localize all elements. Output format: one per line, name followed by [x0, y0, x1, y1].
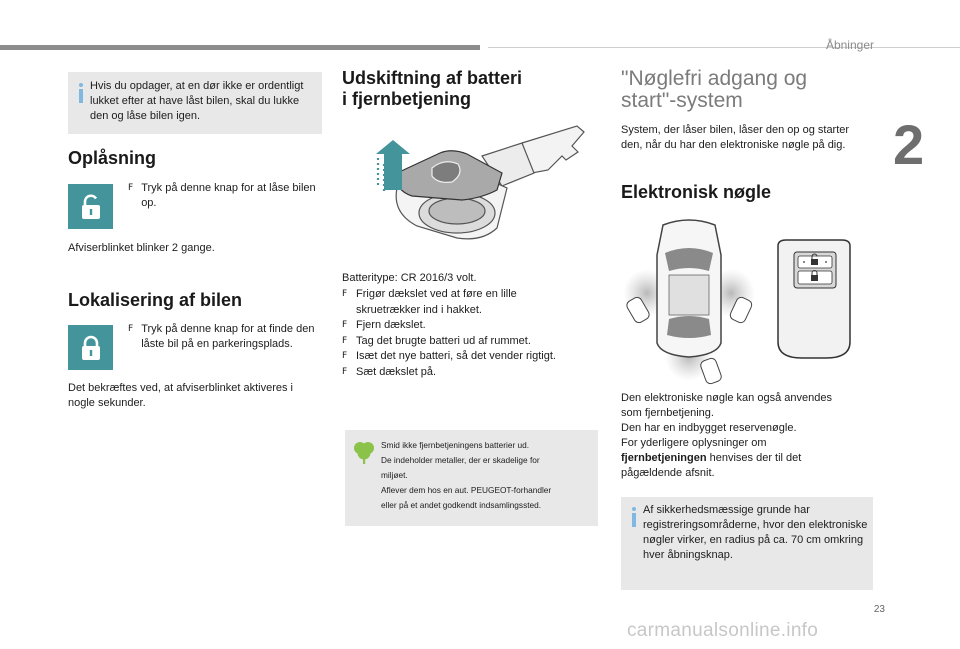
eco-line: De indeholder metaller, der er skadelige for [381, 455, 540, 465]
locate-result-text: Det bekræftes ved, at afviserblinket aktiveres i nogle sekunder. [68, 382, 293, 409]
key-para-line: som fjernbetjening. [621, 407, 714, 419]
step-item [342, 334, 582, 350]
eco-line: Aflever dem hos en aut. PEUGEOT-forhandler [381, 485, 552, 495]
key-para-line: Den har en indbygget reservenøgle. [621, 422, 797, 434]
electronic-key-text [621, 391, 876, 481]
security-note-text: Af sikkerhedsmæssige grunde har registreringsområderne, hvor den elektroniske nøgler virker, en radius på ca. 70 cm omkring hver åbningsknap. [643, 504, 868, 561]
watermark: carmanualsonline.info [627, 620, 819, 641]
info-note-security [621, 497, 873, 590]
bullet-arrow: F [342, 320, 348, 330]
remote-link-text: fjernbetjeningen [621, 452, 707, 464]
info-icon [632, 507, 636, 527]
info-note-text: Hvis du opdager, at en dør ikke er ordentligt lukket efter at have låst bilen, skal du lukke den og låse bilen igen. [90, 80, 304, 122]
unlock-instruction [128, 181, 318, 211]
unlock-instruction-text: Tryk på denne knap for at låse bilen op. [141, 182, 316, 209]
eco-note [345, 430, 598, 526]
bullet-arrow: F [342, 351, 348, 361]
car-detection-zones-illustration [625, 215, 755, 385]
step-text: Frigør dækslet ved at føre en lille skruetrækker ind i hakket. [356, 288, 517, 316]
key-para-line: For yderligere oplysninger om [621, 437, 767, 449]
bullet-arrow: F [128, 324, 134, 334]
step-text: Sæt dækslet på. [356, 365, 437, 378]
electronic-key-illustration [774, 238, 854, 360]
bullet-arrow: F [128, 183, 134, 193]
eco-line: Smid ikke fjernbetjeningens batterier ud. [381, 440, 530, 450]
header-rule [0, 45, 480, 50]
step-item [342, 349, 582, 365]
battery-steps [342, 287, 582, 380]
unlock-heading: Oplåsning [68, 148, 157, 168]
bullet-arrow: F [342, 335, 348, 346]
step-text: Tag det brugte batteri ud af rummet. [356, 334, 531, 347]
locate-heading: Lokalisering af bilen [68, 290, 243, 310]
header-rule-thin [488, 47, 960, 48]
step-item [342, 318, 582, 334]
key-para-line: Den elektroniske nøgle kan også anvendes [621, 392, 832, 404]
battery-heading-line1: Udskiftning af batteri [342, 68, 523, 88]
locate-instruction-text: Tryk på denne knap for at finde den låste bil på en parkeringsplads. [141, 323, 315, 350]
keyless-title-line1: "Nøglefri adgang og [621, 67, 808, 90]
section-title: Åbninger [825, 38, 874, 52]
keyless-title-line2: start"-system [621, 89, 743, 112]
bullet-arrow: F [342, 366, 348, 377]
step-text: Isæt det nye batteri, så det vender rigtigt. [356, 350, 556, 362]
unlock-icon [80, 194, 102, 220]
info-icon [79, 83, 83, 103]
eco-line: miljøet. [381, 470, 408, 480]
eco-line: eller på et andet godkendt indsamlingssted. [381, 500, 542, 510]
battery-heading-line2: i fjernbetjening [342, 89, 472, 109]
keyless-intro: System, der låser bilen, låser den op og starter den, når du har den elektroniske nøgle på dig. [621, 124, 850, 151]
keyless-title [621, 68, 807, 112]
step-item [342, 365, 582, 381]
lock-icon [80, 335, 102, 361]
key-para-after-bold: henvises der til det [706, 452, 802, 464]
battery-type: Batteritype: CR 2016/3 volt. [342, 272, 477, 284]
eco-leaf-icon [353, 440, 375, 464]
eco-note-text [381, 438, 595, 513]
key-para-line [621, 451, 876, 466]
locate-instruction [128, 322, 318, 352]
electronic-key-heading: Elektronisk nøgle [621, 182, 772, 202]
lock-button-image [68, 325, 113, 370]
battery-heading [342, 68, 522, 110]
step-text: Fjern dækslet. [356, 319, 426, 331]
info-note-top [68, 72, 322, 134]
unlock-button-image [68, 184, 113, 229]
page-number: 23 [873, 604, 885, 615]
step-item [342, 287, 582, 318]
bullet-arrow: F [342, 289, 348, 299]
remote-battery-illustration [372, 118, 587, 253]
unlock-result-text: Afviserblinket blinker 2 gange. [68, 242, 215, 254]
key-para-line: pågældende afsnit. [621, 467, 715, 479]
chapter-number: 2 [893, 113, 925, 176]
